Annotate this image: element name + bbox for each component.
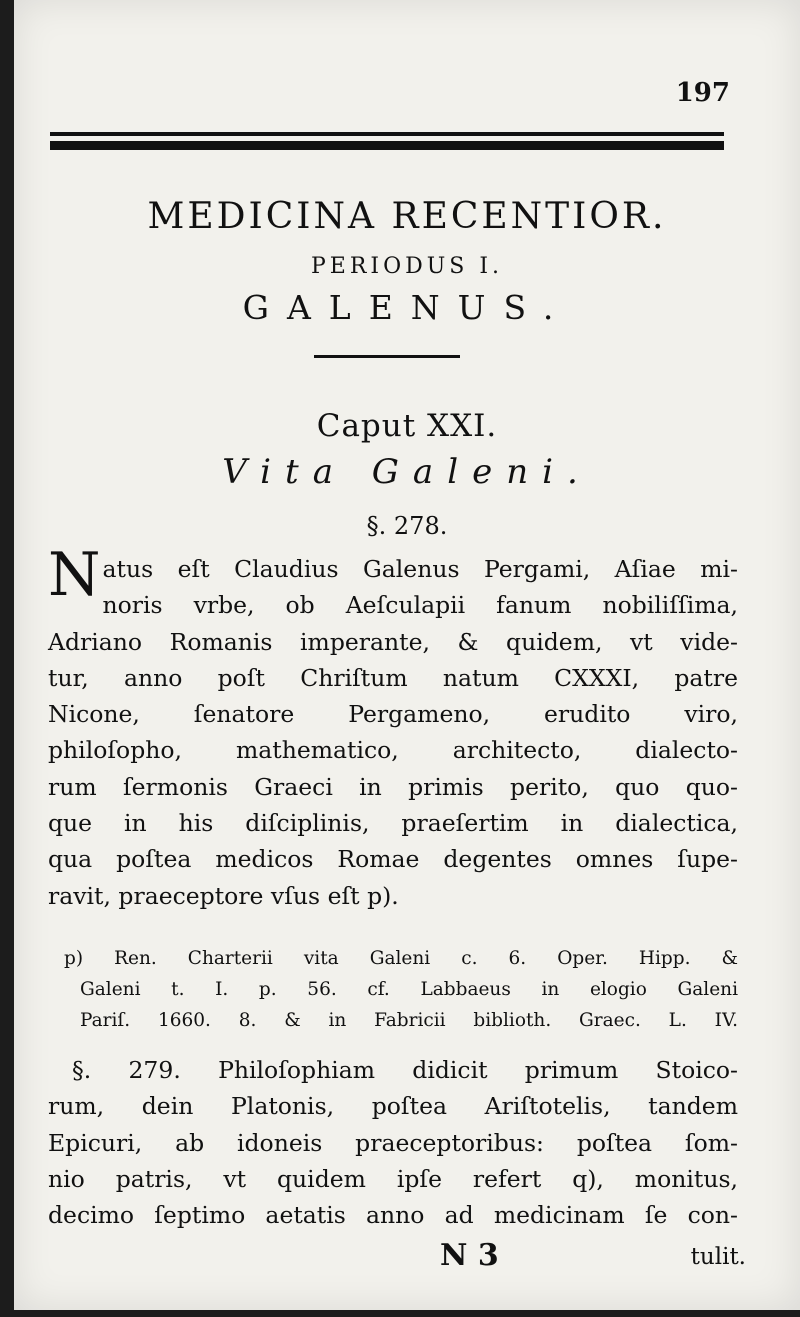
footnote-line: Galeni t. I. p. 56. cf. Labbaeus in elogio Galeni [80,979,738,1000]
text-line: Nicone, ſenatore Pergameno, erudito viro, [48,700,738,729]
header-rule-thin [50,132,724,136]
page-number: 197 [675,78,730,108]
text-line: Adriano Romanis imperante, & quidem, vt vide- [48,627,738,656]
periodus-heading: PERIODUS I. [310,254,504,279]
main-heading: MEDICINA RECENTIOR. [147,196,667,237]
footnote [64,943,738,1036]
footnote-line: Pariſ. 1660. 8. & in Fabricii biblioth. Graec. L. IV. [80,1010,738,1031]
text-line: philoſopho, mathematico, architecto, dialecto- [48,736,738,765]
text-line: rum ſermonis Graeci in primis perito, quo quo- [48,772,738,801]
signature-mark: N 3 [440,1238,499,1273]
text-line: rum, dein Platonis, poſtea Ariſtotelis, tandem [48,1092,738,1121]
text-line: tur, anno poſt Chriſtum natum CXXXI, patre [48,663,738,692]
paragraph-278 [48,540,738,914]
text-line: ravit, praeceptore vſus eſt p). [48,881,399,910]
text-line: §. 279. Philoſophiam didicit primum Stoico- [72,1056,738,1084]
header-rule-thick [50,141,724,150]
text-line: decimo ſeptimo aetatis anno ad medicinam ſe con- [48,1201,738,1230]
catchword: tulit. [690,1244,746,1270]
text-line: que in his diſciplinis, praeſertim in dialectica, [48,809,738,838]
text-line: Epicuri, ab idoneis praeceptoribus: poſtea ſom- [48,1128,738,1157]
footnote-line: p) Ren. Charterii vita Galeni c. 6. Oper. Hipp. & [64,948,738,969]
text-line: noris vrbe, ob Aeſculapii fanum nobiliſſima, [102,591,738,620]
section-number: §. 278. [366,512,448,540]
drop-cap: N [48,540,101,610]
chapter-number: Caput XXI. [316,408,498,444]
book-page [14,0,800,1310]
galenus-heading: GALENUS. [242,288,572,327]
section-divider [314,355,460,358]
text-line: nio patris, vt quidem ipſe refert q), monitus, [48,1164,738,1193]
chapter-title: Vita Galeni. [222,452,592,492]
paragraph-279 [48,1052,738,1233]
text-line: atus eſt Claudius Galenus Pergami, Aſiae mi- [102,555,738,583]
text-line: qua poſtea medicos Romae degentes omnes ſupe- [48,845,738,874]
